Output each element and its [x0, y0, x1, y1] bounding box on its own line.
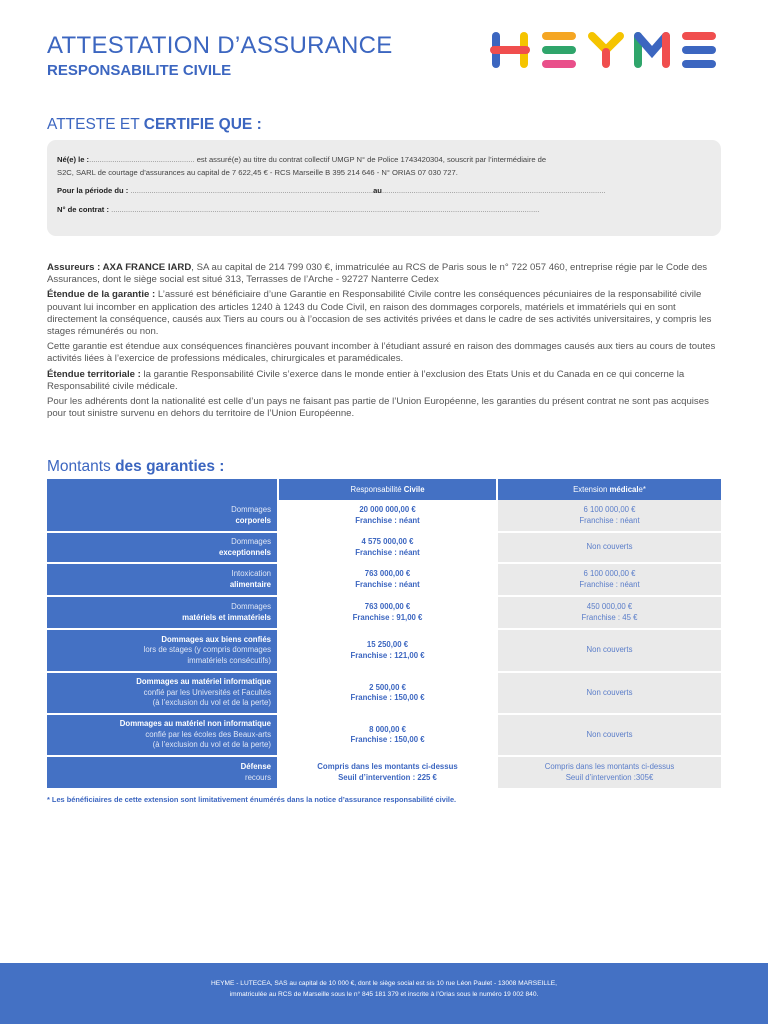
row-label: [47, 533, 279, 564]
civil-franchise: Franchise : néant: [355, 547, 420, 557]
table-row: [47, 630, 721, 673]
insurer-paragraph: Assureurs : AXA FRANCE IARD, SA au capital de 214 799 030 €, immatriculée au RCS de Paris sous le n° 722 057 460, entreprise régie par le Code des Assurances, dont le siège social est situé 313, Terrasses de l’Arche - 92727 Nanterre Cedex: [47, 262, 708, 286]
row-label-sub: matériels et immatériels: [182, 612, 271, 622]
period-line: Pour la période du : ...................................................................................................................au..........................................................................................................: [57, 186, 606, 195]
civil-cell: [279, 757, 498, 790]
civil-amount: 15 250,00 €: [366, 640, 409, 649]
civil-amount: 763 000,00 €: [364, 569, 411, 578]
coverage-paragraph: Étendue de la garantie : L’assuré est bénéficiaire d’une Garantie en Responsabilité Civile contre les conséquences pécuniaires de la responsabilité civile pouvant lui incomber en application des articles 1240 à 1243 du Code Civil, en raison des dommages corporels, matériels et immatériels qui en sont directement la conséquence, causés aux Tiers au cours ou à l’occasion de ses activités privées et dans le cadre de ses activités universitaires, y compris les stages rémunérés ou non.: [47, 289, 712, 338]
table-header: [47, 479, 721, 500]
civil-cell: [279, 715, 498, 757]
medical-cell: [498, 500, 721, 533]
insured-info-box: [47, 140, 721, 236]
row-label-main: Dommages au matériel non informatique: [119, 719, 271, 729]
medical-amount: 450 000,00 €: [586, 602, 633, 611]
medical-cell: [498, 757, 721, 790]
row-label-sub: exceptionnels: [219, 547, 271, 557]
certify-heading: ATTESTE ET CERTIFIE QUE :: [47, 116, 262, 133]
guarantees-heading: Montants des garanties :: [47, 458, 225, 475]
civil-franchise: Franchise : 150,00 €: [350, 735, 425, 744]
row-label: [47, 715, 279, 757]
territory-paragraph: Étendue territoriale : la garantie Responsabilité Civile s’exerce dans le monde entier à l’exclusion des Etats Unis et du Canada en ce qui concerne la Responsabilité civile médicale.: [47, 368, 685, 392]
row-label: [47, 597, 279, 630]
medical-amount: Compris dans les montants ci-dessus: [544, 762, 675, 771]
guarantees-table: [47, 479, 721, 790]
civil-franchise: Seuil d’intervention : 225 €: [338, 772, 437, 782]
civil-cell: [279, 564, 498, 597]
contract-terms: [47, 262, 722, 423]
medical-cell: [498, 597, 721, 630]
medical-amount: Non couverts: [586, 687, 633, 697]
row-label-sub: confié par les Universités et Facultés: [143, 687, 271, 697]
footer-line-2: immatriculée au RCS de Marseille sous le n° 845 181 379 et inscrite à l’Orias sous le numéro 19 002 840.: [229, 991, 539, 998]
civil-cell: [279, 630, 498, 673]
table-row: [47, 533, 721, 564]
civil-franchise: Franchise : 91,00 €: [352, 612, 423, 622]
civil-amount: 763 000,00 €: [364, 602, 411, 611]
medical-cell: [498, 533, 721, 564]
civil-amount: 20 000 000,00 €: [359, 505, 416, 514]
row-label-sub2: (à l’exclusion du vol et de la perte): [152, 698, 271, 708]
nationality-paragraph: Pour les adhérents dont la nationalité est celle d’un pays ne faisant pas partie de l’Union Européenne, les garanties du présent contrat ne sont pas acquises pour tout sinistre survenu en dehors du territoire de l’Union Européenne.: [47, 396, 709, 420]
civil-amount: 2 500,00 €: [369, 682, 406, 692]
civil-amount: Compris dans les montants ci-dessus: [317, 762, 458, 771]
table-row: [47, 673, 721, 715]
civil-cell: [279, 500, 498, 533]
footer: [0, 963, 768, 1024]
header-empty: [47, 479, 279, 500]
medical-franchise: Franchise : 45 €: [581, 612, 638, 622]
civil-cell: [279, 533, 498, 564]
row-label-main: Dommages: [231, 602, 271, 611]
row-label-main: Dommages au matériel informatique: [136, 677, 271, 687]
row-label-sub: alimentaire: [229, 579, 271, 589]
header-civil: Responsabilité Civile: [279, 479, 498, 500]
row-label: [47, 673, 279, 715]
civil-cell: [279, 673, 498, 715]
civil-franchise: Franchise : néant: [355, 579, 420, 589]
contract-line: N° de contrat : ...........................................................................................................................................................................................................: [57, 204, 540, 214]
header-medical: Extension médicale*: [498, 479, 721, 500]
table-row: [47, 757, 721, 790]
medical-amount: Non couverts: [586, 542, 633, 552]
medical-amount: Non couverts: [586, 645, 633, 655]
medical-cell: [498, 673, 721, 715]
row-label-sub: recours: [245, 772, 271, 782]
table-row: [47, 500, 721, 533]
footnote: * Les bénéficiaires de cette extension sont limitativement énumérés dans la notice d’assurance responsabilité civile.: [47, 795, 457, 804]
medical-cell: [498, 564, 721, 597]
row-label: [47, 564, 279, 597]
extension-paragraph: Cette garantie est étendue aux conséquences financières pouvant incomber à l’étudiant assuré en raison des dommages causés aux tiers au cours de toutes activités liées à l’exercice de professions médicales, chirurgicales et paramédicales.: [47, 341, 716, 365]
row-label-sub: lors de stages (y compris dommages: [143, 645, 271, 655]
medical-cell: [498, 715, 721, 757]
row-label-main: Défense: [240, 762, 271, 771]
civil-franchise: Franchise : 121,00 €: [350, 650, 425, 660]
medical-amount: 6 100 000,00 €: [583, 569, 636, 578]
medical-franchise: Franchise : néant: [579, 515, 640, 525]
medical-franchise: Franchise : néant: [579, 579, 640, 589]
row-label-main: Dommages: [231, 505, 271, 514]
row-label: [47, 630, 279, 673]
civil-amount: 4 575 000,00 €: [361, 537, 414, 546]
document-subtitle: RESPONSABILITE CIVILE: [47, 62, 232, 79]
row-label-sub: corporels: [235, 515, 271, 525]
medical-cell: [498, 630, 721, 673]
document-title: ATTESTATION D’ASSURANCE: [47, 32, 393, 59]
civil-cell: [279, 597, 498, 630]
birth-line: Né(e) le :.................................................. est assuré(e) au titre du contrat collectif UMGP N° de Police 1743420304, souscrit par l’intermédiaire de S2C, SARL de courtage d’assurances au capital de 7 622,45 € - RCS Marseille B 395 214 646 - N° ORIAS 07 030 727.: [57, 155, 547, 177]
medical-amount: 6 100 000,00 €: [583, 505, 636, 514]
row-label-sub2: immatériels consécutifs): [187, 655, 271, 665]
civil-franchise: Franchise : 150,00 €: [350, 693, 425, 702]
row-label-sub: confié par les écoles des Beaux-arts: [145, 729, 271, 739]
table-row: [47, 597, 721, 630]
medical-amount: Non couverts: [586, 729, 633, 739]
row-label-main: Dommages aux biens confiés: [161, 634, 271, 644]
row-label: [47, 500, 279, 533]
medical-franchise: Seuil d’intervention :305€: [565, 772, 654, 782]
row-label-main: Dommages: [231, 537, 271, 546]
row-label: [47, 757, 279, 790]
table-row: [47, 564, 721, 597]
row-label-main: Intoxication: [231, 569, 271, 578]
heyme-logo: [490, 30, 722, 70]
civil-franchise: Franchise : néant: [355, 515, 420, 525]
civil-amount: 8 000,00 €: [369, 724, 406, 734]
table-row: [47, 715, 721, 757]
footer-line-1: HEYME - LUTECEA, SAS au capital de 10 000 €, dont le siège social est sis 10 rue Léon Paulet - 13008 MARSEILLE,: [211, 980, 557, 987]
row-label-sub2: (à l’exclusion du vol et de la perte): [152, 740, 271, 750]
